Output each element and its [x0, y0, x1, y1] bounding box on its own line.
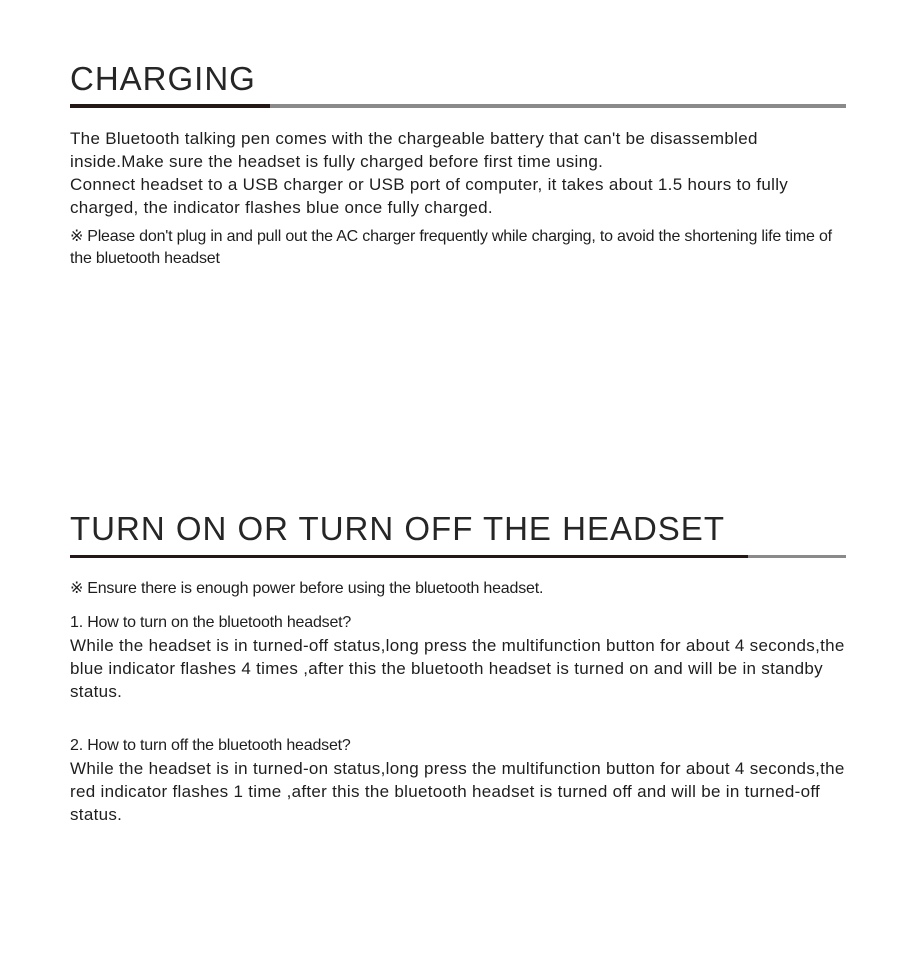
power-note [70, 578, 846, 600]
step-question: 1. How to turn on the bluetooth headset? [70, 614, 352, 631]
power-note-text: Ensure there is enough power before using the bluetooth headset. [87, 580, 544, 597]
note-reference-icon: ※ [70, 580, 84, 597]
power-heading-rule [70, 555, 846, 558]
step-question: 2. How to turn off the bluetooth headset? [70, 737, 351, 754]
charging-note-text: Please don't plug in and pull out the AC charger frequently while charging, to avoid the shortening life time of the bluetooth headset [70, 228, 832, 267]
power-heading: TURN ON OR TURN OFF THE HEADSET [70, 510, 725, 547]
power-rule-accent [70, 555, 748, 558]
step-turn-on [70, 612, 846, 703]
charging-note [70, 226, 846, 270]
step-answer: While the headset is in turned-on status,long press the multifunction button for about 4 seconds,the red indicator flashes 1 time ,after this the bluetooth headset is turned off and will be in turned-off status. [70, 759, 845, 824]
note-reference-icon: ※ [70, 228, 84, 245]
charging-heading-rule [70, 104, 846, 108]
power-section [70, 510, 846, 826]
charging-heading: CHARGING [70, 60, 256, 97]
charging-section [70, 60, 846, 270]
step-turn-off [70, 735, 846, 826]
charging-paragraph-2: Connect headset to a USB charger or USB port of computer, it takes about 1.5 hours to fully charged, the indicator flashes blue once fully charged. [70, 175, 789, 217]
step-answer: While the headset is in turned-off status,long press the multifunction button for about 4 seconds,the blue indicator flashes 4 times ,after this the bluetooth headset is turned on and will be in standby status. [70, 636, 845, 701]
charging-paragraph-1: The Bluetooth talking pen comes with the chargeable battery that can't be disassembled inside.Make sure the headset is fully charged before first time using. [70, 129, 758, 171]
charging-rule-accent [70, 104, 270, 108]
